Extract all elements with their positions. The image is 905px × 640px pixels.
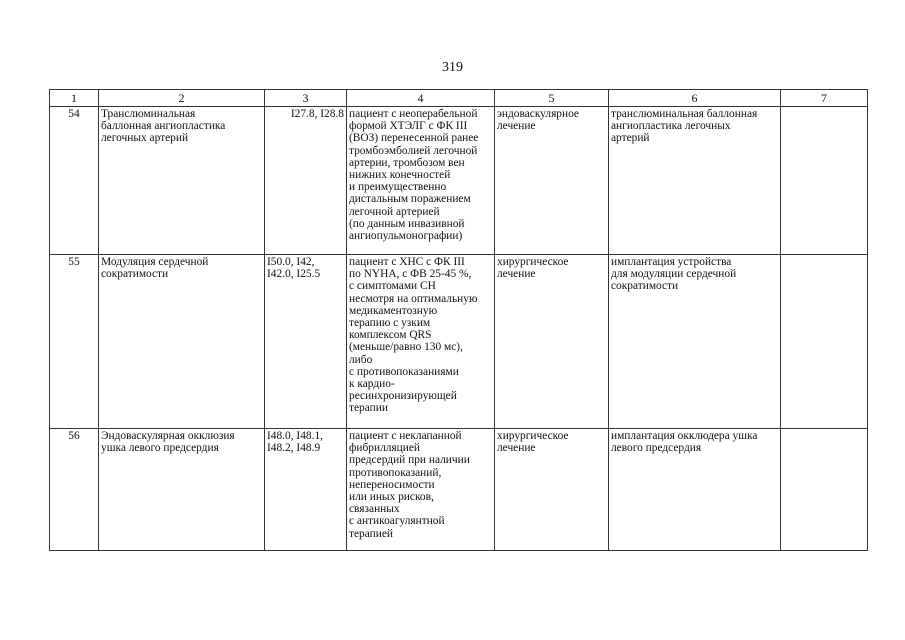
treatment-type: хирургическое лечение <box>495 429 609 551</box>
treatment-method: транслюминальная баллонная ангиопластика легочных артерий <box>609 107 781 255</box>
treatment-type: эндоваскулярное лечение <box>495 107 609 255</box>
treatment-type: хирургическое лечение <box>495 255 609 429</box>
extra-cell <box>781 107 868 255</box>
data-table <box>49 89 868 551</box>
table-row <box>50 255 868 429</box>
column-header: 5 <box>495 90 609 107</box>
extra-cell <box>781 255 868 429</box>
procedure-name: Транслюминальная баллонная ангиопластика легочных артерий <box>99 107 265 255</box>
patient-model: пациент с ХНС с ФК III по NYHA, с ФВ 25-45 %, с симптомами СН несмотря на оптимальную медикаментозную терапию с узким комплексом QRS (меньше/равно 130 мс), либо с противопоказаниями к кардио- ресинхронизирующей терапии <box>347 255 495 429</box>
column-header: 1 <box>50 90 99 107</box>
row-number: 54 <box>50 107 99 255</box>
procedure-name: Эндоваскулярная окклюзия ушка левого предсердия <box>99 429 265 551</box>
column-header: 7 <box>781 90 868 107</box>
patient-model: пациент с неклапанной фибрилляцией предсердий при наличии противопоказаний, непереносимости или иных рисков, связанных с антикоагулянтной терапией <box>347 429 495 551</box>
column-header: 2 <box>99 90 265 107</box>
diagnosis-codes: I50.0, I42, I42.0, I25.5 <box>265 255 347 429</box>
extra-cell <box>781 429 868 551</box>
patient-model: пациент с неоперабельной формой ХТЭЛГ с ФК III (ВОЗ) перенесенной ранее тромбоэмболией легочной артерии, тромбозом вен нижних конечностей и преимущественно дистальным поражением легочной артерией (по данным инвазивной ангиопульмонографии) <box>347 107 495 255</box>
row-number: 56 <box>50 429 99 551</box>
diagnosis-codes: I27.8, I28.8 <box>265 107 347 255</box>
table-row <box>50 107 868 255</box>
page-number: 319 <box>442 60 463 75</box>
table-row <box>50 429 868 551</box>
treatment-method: имплантация окклюдера ушка левого предсердия <box>609 429 781 551</box>
diagnosis-codes: I48.0, I48.1, I48.2, I48.9 <box>265 429 347 551</box>
treatment-method: имплантация устройства для модуляции сердечной сократимости <box>609 255 781 429</box>
header-row <box>50 90 868 107</box>
column-header: 3 <box>265 90 347 107</box>
column-header: 6 <box>609 90 781 107</box>
procedure-name: Модуляция сердечной сократимости <box>99 255 265 429</box>
column-header: 4 <box>347 90 495 107</box>
row-number: 55 <box>50 255 99 429</box>
